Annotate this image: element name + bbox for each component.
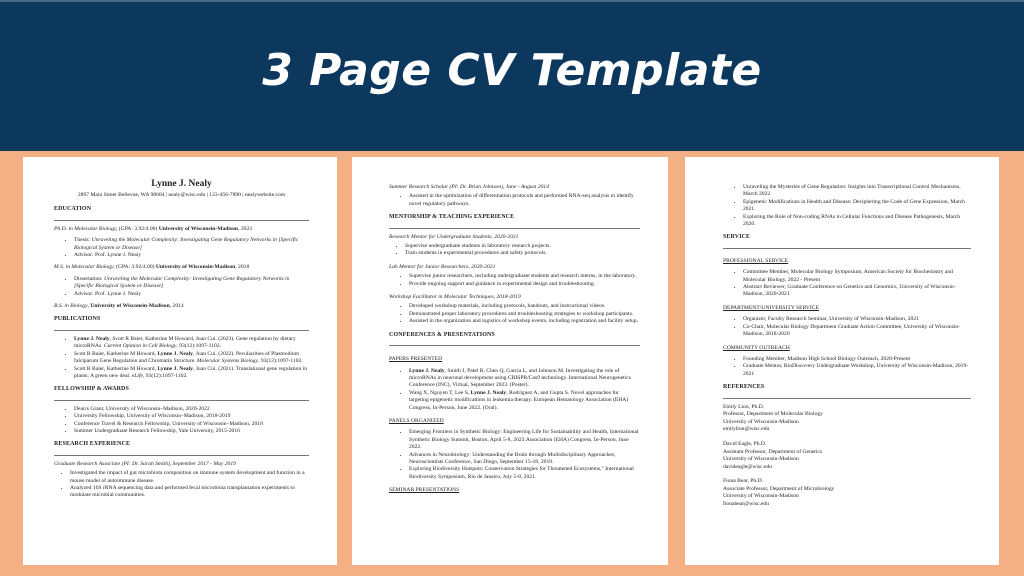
reference-org: University of Wisconsin-Madison <box>723 418 799 425</box>
reference-org: University of Wisconsin-Madison <box>723 493 799 500</box>
list-item: • Advisor: Prof. Lynne J. Nealy <box>74 291 309 298</box>
mentor-list <box>389 273 640 288</box>
section-heading-publications: PUBLICATIONS <box>54 316 101 323</box>
section-heading-education: EDUCATION <box>54 206 92 213</box>
publication-item: • Lynne J. Nealy, Scott R Baier, Katherine M Howard, Juan Cui. (2023). Gene regulation by dietary microRNAs. Current Opinion in Cell Biology, 93(12):1097-1102. <box>74 336 309 351</box>
research-item: • Analyzed 16S rRNA sequencing data and performed fecal microbiota transplantation experiments to modulate microbial communities. <box>70 485 309 500</box>
section-divider <box>389 345 640 346</box>
section-divider <box>389 228 640 229</box>
section-heading-mentorship: MENTORSHIP & TEACHING EXPERIENCE <box>389 214 515 221</box>
award-item: • Summer Undergraduate Research Fellowship, Yale University, 2015-2016 <box>74 428 309 435</box>
list-item: • Assisted in the optimization of differentiation protocols and performed RNA-seq analysis to identify novel regulatory pathways. <box>409 193 640 208</box>
list-item: • Assisted in the organization and logistics of workshop events, including registration and facility setup. <box>409 318 640 325</box>
phd-details <box>54 237 309 259</box>
section-heading-research: RESEARCH EXPERIENCE <box>54 441 131 448</box>
reference-email: davideagle@wisc.edu <box>723 463 773 470</box>
reference-name: Fiona Bear, Ph.D. <box>723 478 764 485</box>
paper-item: • Lynne J. Nealy, Smith J, Patel R, Chen Q, Garcia L, and Johnson M. Investigating the role of microRNAs in neuronal development using CRISPR/Cas9 technology. International Neurogenetics Conference (INC), Virtual, September 2023. (Poster). <box>409 368 640 390</box>
mentor-role: Lab Mentor for Junior Researchers, 2020-2021 <box>389 263 496 270</box>
list-item: • Provide ongoing support and guidance in experimental design and troubleshooting. <box>409 281 640 288</box>
panel-item: • Exploring Biodiversity Hotspots: Conservation Strategies for Threatened Ecosystems," International Biodiversity Symposium, Rio de Janeiro, July 5-8, 2021. <box>409 466 640 481</box>
cv-page-2 <box>352 157 668 565</box>
ms-details <box>54 276 309 298</box>
reference-email: emilylion@wisc.edu <box>723 426 770 433</box>
cv-page-1 <box>23 157 337 565</box>
section-divider <box>723 398 971 399</box>
seminar-item: • Exploring the Role of Non-coding RNAs in Cellular Functions and Disease Pathogenesis, March 2020. <box>743 214 971 229</box>
subheading-papers: PAPERS PRESENTED <box>389 356 443 363</box>
department-service-list <box>723 316 971 338</box>
mentor-role: Workshop Facilitator in Molecular Techniques, 2018-2019 <box>389 294 521 301</box>
education-phd: Ph.D. in Molecular Biology, (GPA: 3.92/4.00) University of Wisconsin-Madison, 2023 <box>54 225 253 232</box>
list-item: • Train students in experimental procedures and safety protocols. <box>405 250 640 257</box>
reference-email: fionabear@wisc.edu <box>723 501 769 508</box>
banner-title: 3 Page CV Template <box>262 45 762 96</box>
research-list <box>54 470 309 500</box>
publication-item: • Scott R Baier, Katherine M Howard, Lynne J. Nealy, Juan Cui. (2021). Translational gene regulation in plants: A green new deal. eLife, 93(12):1097-1102. <box>74 366 309 381</box>
list-item: • Supervise junior researchers, including undergraduate students and research interns, in the laboratory. <box>409 273 640 280</box>
awards-list <box>54 406 309 436</box>
section-heading-references: REFERENCES <box>723 384 765 391</box>
award-item: • University Fellowship, University of Wisconsin–Madison, 2018-2019 <box>74 413 309 420</box>
section-heading-service: SERVICE <box>723 234 751 241</box>
research-item: • Investigated the impact of gut microbiota composition on immune system development and function in a mouse model of autoimmune disease. <box>70 470 309 485</box>
banner <box>0 0 1024 151</box>
service-item: • Committee Member, Molecular Biology Symposium, American Society for Biochemistry and Molecular Biology, 2022 - Present <box>743 269 971 284</box>
cv-name: Lynne J. Nealy <box>151 179 212 189</box>
paper-item: • Wang X, Nguyen T, Lee S, Lynne J. Nealy, Rodriguez A, and Gupta S. Novel approaches for targeting epigenetic modifications in leukemia therapy. European Hematology Association (EHA) Congress, In-Person, June 2022. (Oral). <box>409 390 640 412</box>
reference-name: Emily Lion, Ph.D. <box>723 403 765 410</box>
section-divider <box>54 455 309 456</box>
list-item: • Developed workshop materials, including protocols, handouts, and instructional videos. <box>409 303 640 310</box>
seminar-list <box>723 184 971 228</box>
mentor-list <box>389 303 640 325</box>
reference-title: Professor, Department of Molecular Biology <box>723 411 823 418</box>
service-item: • Organizer, Faculty Research Seminar, University of Wisconsin-Madison, 2021 <box>743 316 971 323</box>
reference-name: David Eagle, Ph.D. <box>723 440 767 447</box>
subheading-panels: PANELS ORGANIZED <box>389 417 444 424</box>
panel-item: • Advances in Neurobiology: Understanding the Brain through Multidisciplinary Approaches, Neuroscientists Conference, San Diego, September 15-18, 2019. <box>409 452 640 467</box>
subheading-seminars: SEMINAR PRESENTATIONS <box>389 487 460 494</box>
seminar-item: • Epigenetic Modifications in Health and Disease: Deciphering the Code of Gene Expression, March 2021. <box>743 199 971 214</box>
award-item: • Dean's Grant, University of Wisconsin–Madison, 2020-2022 <box>74 406 309 413</box>
section-heading-awards: FELLOWSHIP & AWARDS <box>54 386 129 393</box>
service-item: • Graduate Mentor, BioDiscovery Undergraduate Workshop, University of Wisconsin-Madison, 2019-2021 <box>743 363 971 378</box>
panel-item: • Emerging Frontiers in Synthetic Biology: Engineering Life for Sustainability and Health, International Synthetic Biology Summit, Boston, April 5-8, 2023.Association (EHA) Congress, In-Person, June 2022. <box>409 429 640 451</box>
panels-list <box>389 429 640 481</box>
papers-list <box>389 368 640 412</box>
subheading-community-outreach: COMMUNITY OUTREACH <box>723 344 790 351</box>
publication-list <box>54 336 309 380</box>
list-item: • Thesis: Unraveling the Molecular Complexity: Investigating Gene Regulatory Networks in [Specific Biological System or Disease] <box>74 237 309 252</box>
professional-service-list <box>723 269 971 299</box>
section-divider <box>54 400 309 401</box>
service-item: • Co-Chair, Molecular Biology Department Graduate Action Committee, University of Wisconsin-Madison, 2018-2020 <box>743 324 971 339</box>
section-divider <box>723 248 971 249</box>
subheading-department-service: DEPARTMENT/UNIVERSITY SERVICE <box>723 304 819 311</box>
mentor-role: Research Mentor for Undergraduate Students, 2020-2021 <box>389 233 519 240</box>
reference-title: Assistant Professor, Department of Genetics <box>723 448 823 455</box>
reference-entry <box>723 404 971 434</box>
education-ms: M.S. in Molecular Biology, (GPA: 3.92/4.00) University of Wisconsin-Madison, 2018 <box>54 264 250 271</box>
reference-entry <box>723 478 971 508</box>
section-divider <box>54 220 309 221</box>
cv-page-3 <box>685 157 999 565</box>
cv-contact: 2897 Main Street Bellevue, WA 98004 | nealy@wisc.edu | 123-456-7890 | nealywebsite.com <box>77 192 286 198</box>
seminar-item: • Unraveling the Mysteries of Gene Regulation: Insights into Transcriptional Control Mechanisms, March 2022. <box>743 184 971 199</box>
service-item: • Founding Member, Madison High School Biology Outreach, 2020-Present <box>743 356 971 363</box>
list-item: • Dissertation: Unraveling the Molecular Complexity: Investigating Gene Regulatory Networks in [Specific Biological System or Disease] <box>74 276 309 291</box>
list-item: • Demonstrated proper laboratory procedures and troubleshooting strategies to workshop participants. <box>409 311 640 318</box>
section-heading-conferences: CONFERENCES & PRESENTATIONS <box>389 331 495 338</box>
service-item: • Abstract Reviewer, Graduate Conference on Genetics and Genomics, University of Wisconsin-Madison, 2020-2021 <box>743 284 971 299</box>
summer-list <box>389 193 640 208</box>
reference-entry <box>723 441 971 471</box>
publication-item: • Scott R Baier, Katherine M Howard, Lynne J. Nealy, Juan Cui. (2022). Peculiarities of Plasmodium falciparum Gene Regulation and Chromatin Structure. Molecular Systems Biology, 93(12):1097-1102. <box>74 351 309 366</box>
subheading-professional-service: PROFESSIONAL SERVICE <box>723 257 789 264</box>
research-role: Graduate Research Associate (PI: Dr. Sarah Smith), September 2017 - May 2019 <box>54 460 236 467</box>
award-item: • Conference Travel & Research Fellowship, University of Wisconsin–Madison, 2018 <box>74 421 309 428</box>
summer-role: Summer Research Scholar (PI: Dr. Brian Johnson), June - August 2014 <box>389 184 550 190</box>
mentor-list <box>389 243 640 258</box>
reference-org: University of Wisconsin-Madison <box>723 456 799 463</box>
education-bs: B.S. in Biology, University of Wisconsin-Madison, 2014 <box>54 303 184 310</box>
reference-title: Associate Professor, Department of Microbiology <box>723 485 835 492</box>
list-item: • Supervise undergraduate students in laboratory research projects. <box>405 243 640 250</box>
list-item: • Advisor: Prof. Lynne J. Nealy <box>74 252 309 259</box>
community-outreach-list <box>723 356 971 378</box>
section-divider <box>54 330 309 331</box>
